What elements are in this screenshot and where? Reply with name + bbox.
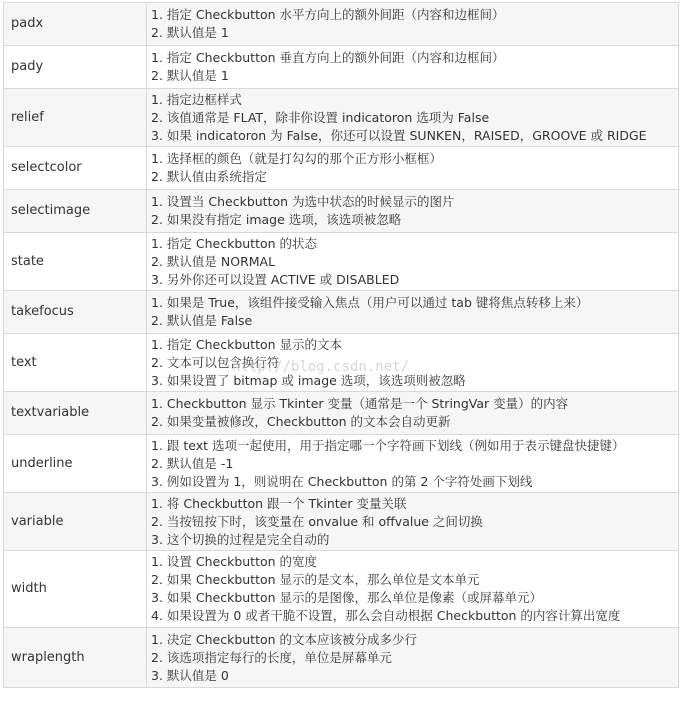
table-row — [4, 233, 679, 291]
table-row — [4, 46, 679, 89]
option-description — [147, 89, 679, 147]
description-line: 3. 如果 indicatoron 为 False，你还可以设置 SUNKEN，RAISED，GROOVE 或 RIDGE — [151, 127, 647, 143]
table-row — [4, 190, 679, 233]
option-name: selectimage — [4, 190, 147, 233]
option-description — [147, 3, 679, 46]
description-line: 1. 指定 Checkbutton 的状态 — [151, 235, 318, 251]
description-line: 1. 跟 text 选项一起使用，用于指定哪一个字符画下划线（例如用于表示键盘快捷键） — [151, 437, 625, 453]
description-line: 1. 指定边框样式 — [151, 91, 242, 107]
table-row — [4, 435, 679, 493]
table-row — [4, 3, 679, 46]
description-line: 2. 如果变量被修改，Checkbutton 的文本会自动更新 — [151, 414, 451, 429]
description-line: 3. 另外你还可以设置 ACTIVE 或 DISABLED — [151, 271, 400, 287]
description-line: 2. 该选项指定每行的长度，单位是屏幕单元 — [151, 649, 392, 665]
option-description — [147, 392, 679, 435]
description-line: 2. 默认值是 -1 — [151, 455, 234, 471]
description-line: 2. 默认值是 1 — [151, 68, 229, 83]
description-line: 3. 如果设置了 bitmap 或 image 选项，该选项则被忽略 — [151, 372, 466, 388]
option-name: wraplength — [4, 628, 147, 688]
table-row — [4, 493, 679, 551]
description-line: 1. 指定 Checkbutton 显示的文本 — [151, 336, 343, 352]
option-name: padx — [4, 3, 147, 46]
description-line: 1. 决定 Checkbutton 的文本应该被分成多少行 — [151, 631, 418, 647]
option-name: selectcolor — [4, 147, 147, 190]
table-row — [4, 628, 679, 688]
option-description — [147, 493, 679, 551]
description-line: 3. 如果 Checkbutton 显示的是图像，那么单位是像素（或屏幕单元） — [151, 590, 543, 605]
description-line: 2. 默认值是 False — [151, 313, 253, 328]
description-line: 3. 默认值是 0 — [151, 667, 229, 683]
option-name: width — [4, 551, 147, 628]
description-line: 1. 设置 Checkbutton 的宽度 — [151, 554, 318, 569]
description-line: 2. 如果没有指定 image 选项，该选项被忽略 — [151, 212, 402, 227]
table-row — [4, 392, 679, 435]
description-line: 1. Checkbutton 显示 Tkinter 变量（通常是一个 StringVar 变量）的内容 — [151, 396, 569, 411]
description-line: 2. 默认值由系统指定 — [151, 169, 267, 184]
option-description — [147, 147, 679, 190]
description-line: 1. 将 Checkbutton 跟一个 Tkinter 变量关联 — [151, 495, 407, 511]
table-row — [4, 89, 679, 147]
watermark: http://blog.csdn.net/ — [232, 359, 410, 375]
option-description — [147, 233, 679, 291]
option-description — [147, 334, 679, 392]
description-line: 2. 默认值是 1 — [151, 25, 229, 40]
option-name: textvariable — [4, 392, 147, 435]
options-table-body — [4, 3, 679, 688]
description-line: 1. 指定 Checkbutton 水平方向上的额外间距（内容和边框间） — [151, 7, 505, 22]
description-line: 2. 当按钮按下时，该变量在 onvalue 和 offvalue 之间切换 — [151, 513, 483, 529]
option-name: underline — [4, 435, 147, 493]
option-name: text — [4, 334, 147, 392]
option-name: takefocus — [4, 291, 147, 334]
option-name: pady — [4, 46, 147, 89]
description-line: 1. 选择框的颜色（就是打勾勾的那个正方形小框框） — [151, 151, 442, 166]
table-row — [4, 334, 679, 392]
description-line: 2. 默认值是 NORMAL — [151, 253, 276, 269]
option-description — [147, 628, 679, 688]
option-name: relief — [4, 89, 147, 147]
table-row — [4, 291, 679, 334]
option-description — [147, 435, 679, 493]
description-line: 2. 如果 Checkbutton 显示的是文本，那么单位是文本单元 — [151, 572, 480, 587]
description-line: 2. 文本可以包含换行符 — [151, 354, 280, 370]
options-table — [3, 2, 679, 688]
table-row — [4, 147, 679, 190]
option-description — [147, 291, 679, 334]
description-line: 1. 指定 Checkbutton 垂直方向上的额外间距（内容和边框间） — [151, 50, 505, 65]
description-line: 3. 例如设置为 1，则说明在 Checkbutton 的第 2 个字符处画下划线 — [151, 473, 533, 489]
option-description — [147, 190, 679, 233]
description-line: 1. 设置当 Checkbutton 为选中状态的时候显示的图片 — [151, 194, 455, 209]
table-row — [4, 551, 679, 628]
description-line: 3. 这个切换的过程是完全自动的 — [151, 531, 330, 547]
description-line: 4. 如果设置为 0 或者干脆不设置，那么会自动根据 Checkbutton 的内容计算出宽度 — [151, 608, 621, 623]
option-name: state — [4, 233, 147, 291]
option-description — [147, 551, 679, 628]
option-name: variable — [4, 493, 147, 551]
option-description — [147, 46, 679, 89]
description-line: 1. 如果是 True，该组件接受输入焦点（用户可以通过 tab 键将焦点转移上来） — [151, 295, 589, 310]
description-line: 2. 该值通常是 FLAT，除非你设置 indicatoron 选项为 False — [151, 109, 490, 125]
